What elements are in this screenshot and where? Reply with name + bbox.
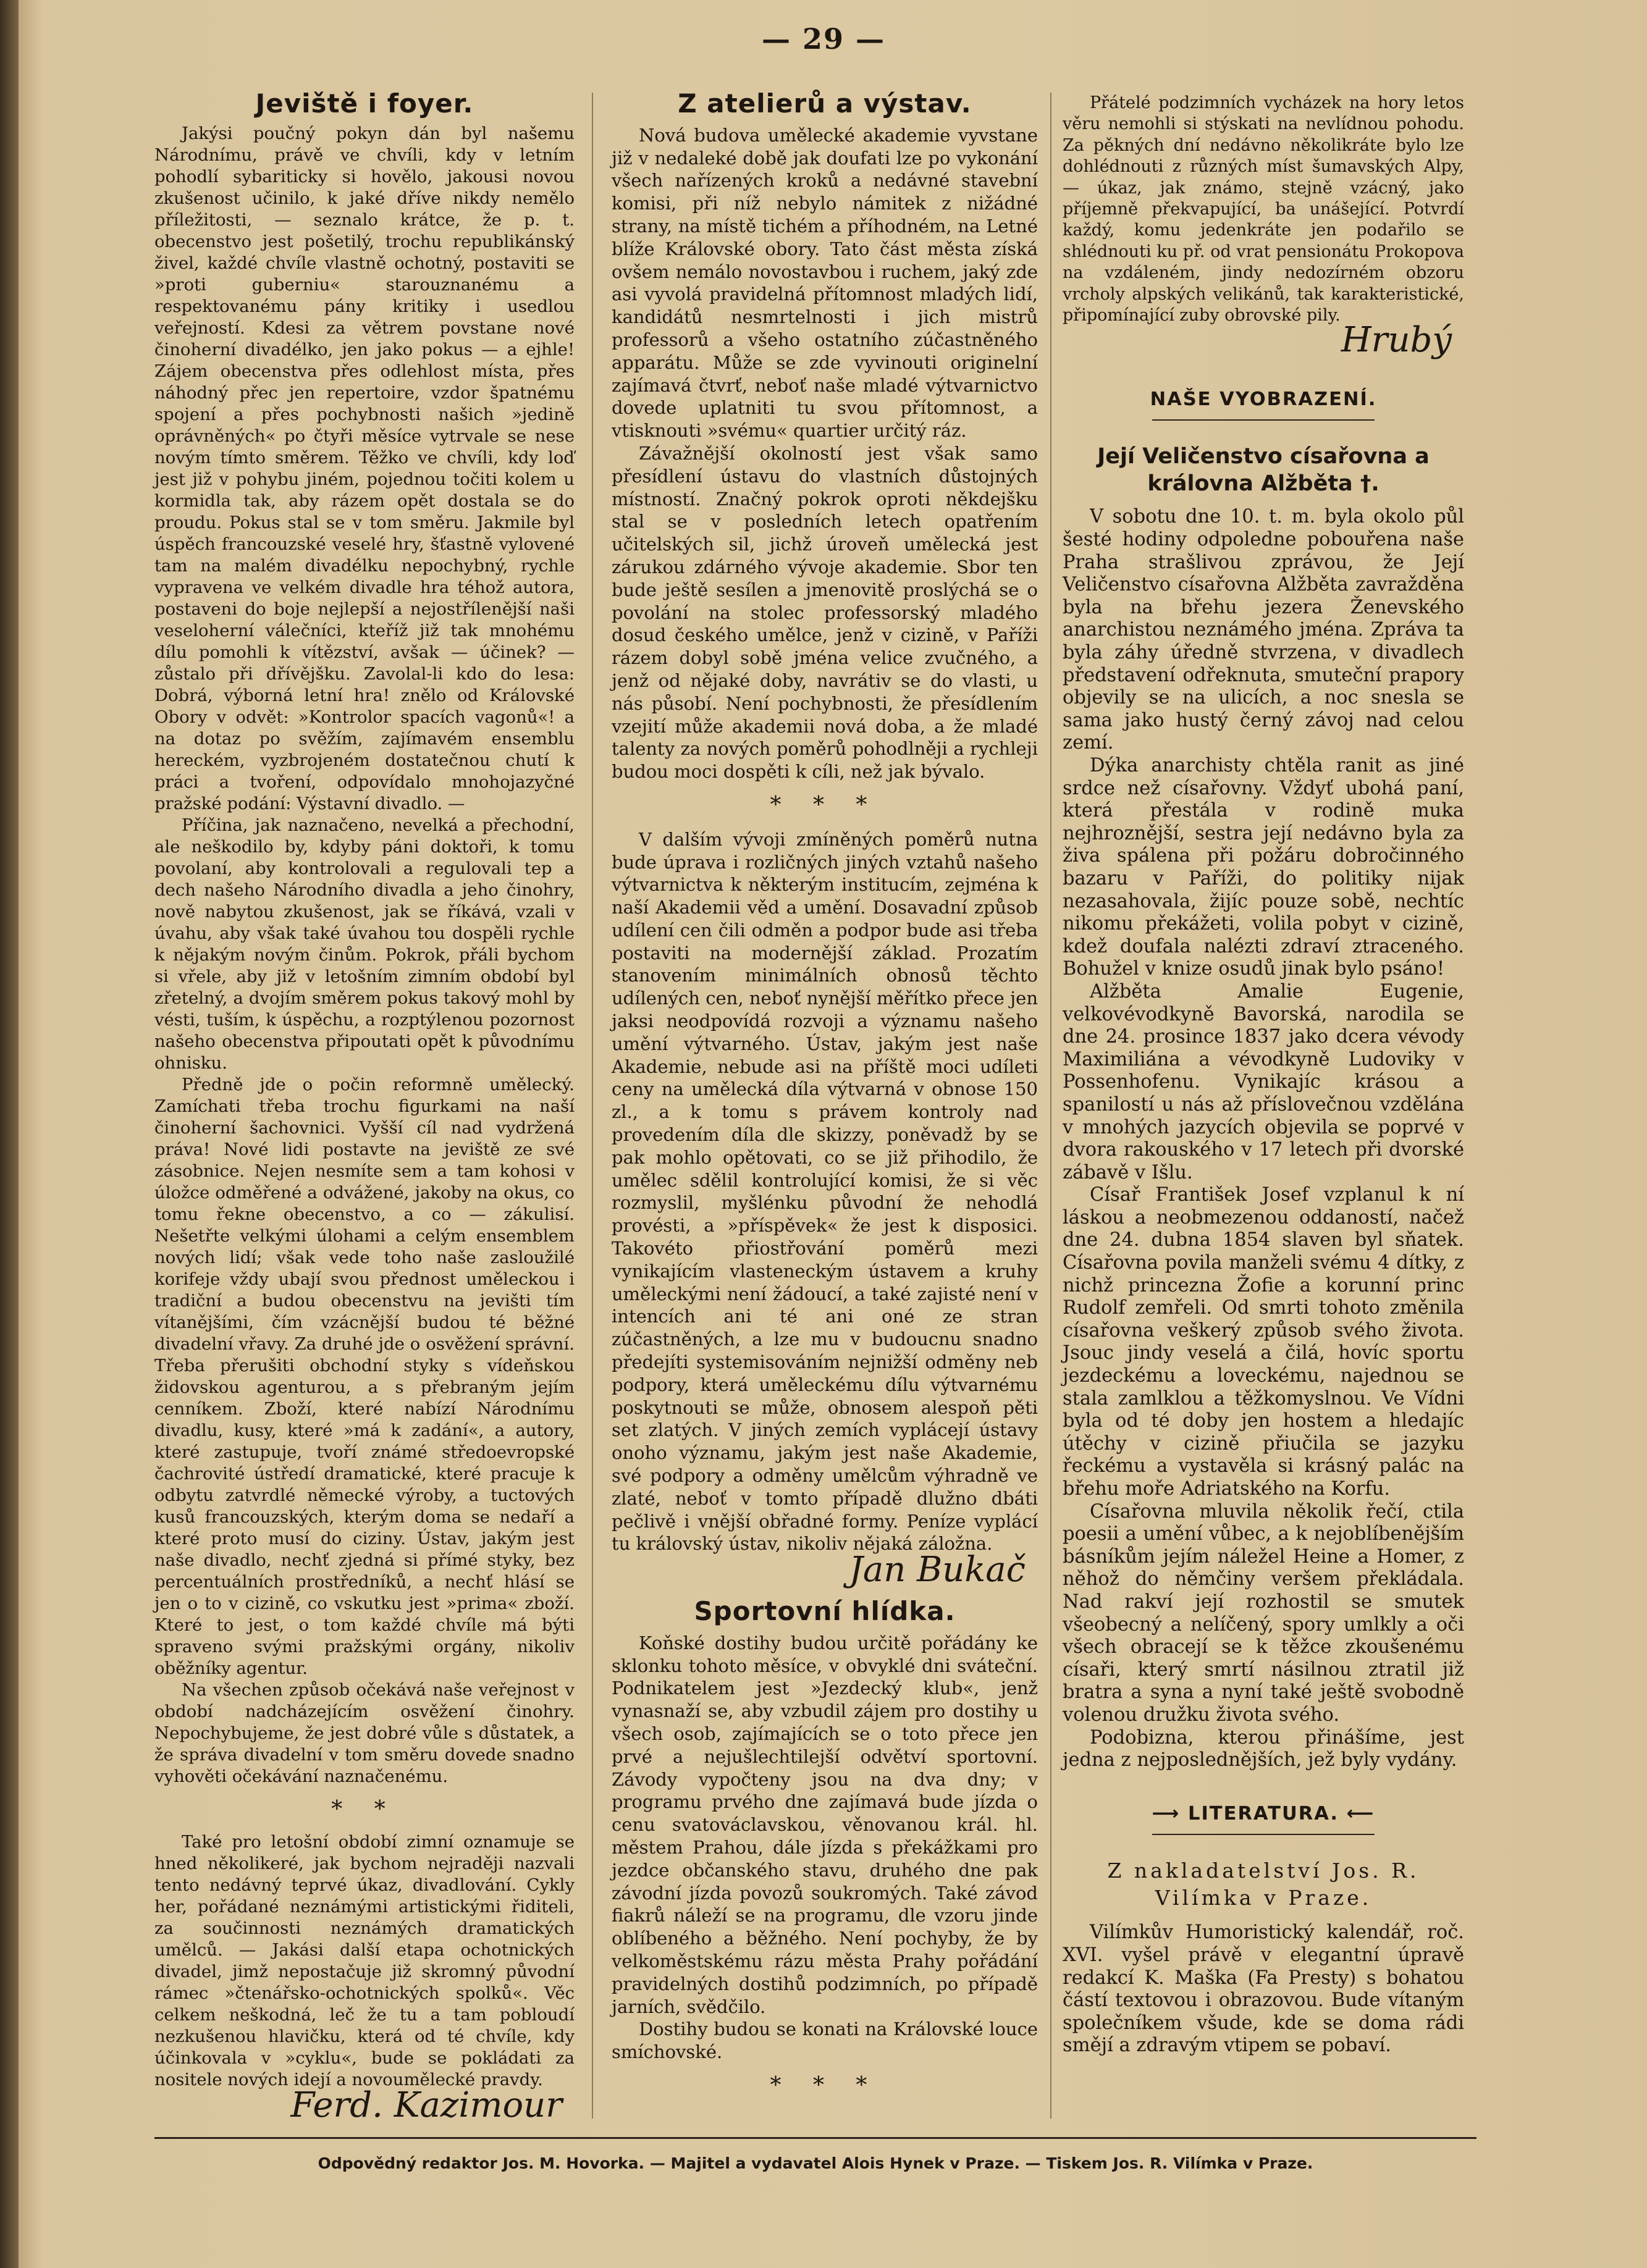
footer-rule bbox=[154, 2137, 1476, 2139]
paragraph: Předně jde o počin reformně umělecký. Zamíchati třeba trochu figurkami na naší činoherní šachovnici. Vyšší cíl nad vydržená práva! Nové lidi postavte na jeviště ze své zásobnice. Nejen nesmíte sem a tam kohosi v úložce odměřené a odvážené, jakoby na okus, co tomu řekne obecenstvo, a co — zákulisí. Nešetřte velkými úlohami a celým ensemblem nových lidí; však vede toho naše zasloužilé korifeje vždy ubají svou přednost uměleckou i tradiční a budou obecenstvu na jevišti tím vítanějšími, čím vzácnější budou té běžné divadelní vřavy. Za druhé jde o osvěžení správní. Třeba přerušiti obchodní styky s vídeňskou židovskou agenturou, a s přebraným jejím cenníkem. Zboží, které nabízí Národnímu divadlu, kusy, které »má k zadání«, a autory, které zastupuje, tvoří známé středoevropské čachrovité ústředí dramatické, které pracuje k odbytu zatvrdlé německé výroby, a tuctových kusů francouzských, kterým doma se nedaří a které proto musí do ciziny. Ústav, jakým jest naše divadlo, nechť zjedná si přímé styky, bez percentuálních prostředníků, a nechť hlásí se jen o to v cizině, co vskutku jest »prima« zboží. Které to jest, o tom každé chvíle má býti spraveno svými pražskými orgány, nikoliv oběžníky agentur. bbox=[154, 1075, 575, 1678]
separator-stars: * * bbox=[331, 1797, 398, 1822]
decorative-arrow-icon: ⟶ bbox=[1152, 1802, 1189, 1825]
paragraph: Jakýsi poučný pokyn dán byl našemu Národnímu, právě ve chvíli, kdy v letním pohodlí sybariticky si hovělo, jakousi novou zkušenost učinilo, k jaké dříve nikdy nemělo příležitosti, — seznalo krátce, že p. t. obecenstvo jest pošetilý, trochu republikánský živel, každé chvíle vlastně ochotný, postaviti se »proti guberniu« starouznanému a respektovanému pány kritiky i usedlou veřejností. Kdesi za větrem povstane nové činoherní divadélko, jen jako pokus — a ejhle! Zájem obecenstva přes odlehlost místa, přes náhodný přec jen repertoire, vzdor špatnému spojení a přes pochybnosti našich »jedině oprávněných« po čtyři měsíce vytrvale se nese novým tímto směrem. Těžko ve chvíli, kdy loď jest již v pohybu jiném, pojednou točiti kolem u kormidla tak, aby rázem opět dostala se do proudu. Pokus stal se v tom směru. Jakmile byl úspěch francouzské veselé hry, šťastně vylovené tam na malém divadélku nepochybný, rychle vypravena ve velkém divadle hra téhož autora, postaveni do boje nejlepší a nejostřílenější naši veseloherní válečníci, kteříž již tak mnohému dílu pomohli k vítězství, avšak — účinek? — zůstalo při dřívějšku. Zavolal-li kdo do lesa: Dobrá, výborná letní hra! znělo od Královské Obory v odvět: »Kontrolor spacích vagonů«! a na dotaz po svěžím, zajímavém ensemblu hereckém, vyzbrojeném dostatečnou chutí k práci a tvoření, odpovídalo mnohojazyčné pražské podání: Výstavní divadlo. — bbox=[154, 124, 575, 813]
imprint-footer: Odpovědný redaktor Jos. M. Hovorka. — Majitel a vydavatel Alois Hynek v Praze. — Tiskem Jos. R. Vilímka v Praze. bbox=[318, 2154, 1313, 2172]
signature: Ferd. Kazimour bbox=[290, 2085, 562, 2125]
paragraph: Vilímkův Humoristický kalendář, roč. XVI. vyšel právě v elegantní úpravě redakcí K. Maška (Fa Presty) s bohatou částí textovou i obrazovou. Bude vítaným společníkem všude, kde se doma rádi smějí a zdravým vtipem se pobaví. bbox=[1063, 1922, 1464, 2057]
column-illustrations bbox=[1063, 93, 1464, 2057]
paragraph: Přátelé podzimních vycházek na hory letos věru nemohli si stýskati na nevlídnou pohodu. Za pěkných dní nedávno několikráte bylo lze dohlédnouti z různých míst šumavských Alpy, — úkaz, jak známo, stejně vzácný, jako příjemně překvapující, ba unášející. Potvrdí každý, komu jedenkráte jen podařilo se shlédnouti ku př. od vrat pensionátu Prokopova na vzdáleném, jindy nedozírném obzoru vrcholy alpských velikánů, tak karakteristické, připomínající zuby obrovské pily. bbox=[1063, 93, 1464, 326]
paragraph: Dostihy budou se konati na Královské louce smíchovské. bbox=[612, 2018, 1038, 2063]
paragraph: Také pro letošní období zimní oznamuje se hned několikeré, jak bychom nejraději nazvali tento nedávný teprvé úkaz, divadlování. Cykly her, pořádané neznámými artistickými řiditeli, za součinnosti neznámých dramatických umělců. — Jakási další etapa ochotnických divadel, jimž nepostačuje již skromný původní rámec »čtenářsko-ochotnických spolků«. Věc celkem neškodná, leč že tu a tam pobloudí nezkušenou hlavičku, která od té chvíle, kdy účinkovala v »cyklu«, bude se pokládati za nositele nových idejí a novoumělecké pravdy. bbox=[154, 1832, 575, 2090]
publisher-line: Z nakladatelství Jos. R. Vilímka v Praze. bbox=[1107, 1858, 1420, 1910]
paragraph: Závažnější okolností jest však samo přesídlení ústavu do vlastních důstojných místností. Značný pokrok oproti někdejšku stal se v posledních letech opatřením učitelských sil, jichž úroveň umělecká jest zárukou zdárného vývoje akademie. Sbor ten bude ještě sesílen a jmenovitě proslýchá se o povolání na stolec professorský mladého dosud českého umělce, jenž v cizině, v Paříži rázem dobyl sobě jména velice zvučného, a jenž od nějaké doby, navrátiv se do vlasti, u nás působí. Není pochybnosti, že přesídlením vzejití může akademii nová doba, a že mladé talenty za nových poměrů pohodlněji a rychleji budou moci dospěti k cíli, než jak bývalo. bbox=[612, 442, 1038, 783]
divider bbox=[1152, 1834, 1375, 1835]
column-divider bbox=[592, 93, 593, 2119]
paragraph: Císařovna mluvila několik řečí, ctila poesii a umění vůbec, a k nejoblíbenějším básníkům jejím náležel Heine a Homer, z něhož do němčiny veršem překládala. Nad rakví její rozhostil se smutek všeobecný a nelíčený, spory umlkly a oči všech obracejí se k těžce zkoušenému císaři, který smrtí násilnou ztratil již bratra a syna a nyní také ještě svobodně volenou družku života svého. bbox=[1063, 1500, 1464, 1726]
paragraph: Císař František Josef vzplanul k ní láskou a neobmezenou oddaností, načež dne 24. dubna 1854 slaven byl sňatek. Císařovna povila manželi svému 4 dítky, z nichž princezna Žofie a korunní princ Rudolf zemřeli. Od smrti tohoto změnila císařovna veškerý způsob svého života. Jsouc jindy veselá a čilá, hovíc sportu jezdeckému a loveckému, najednou se stala zamlklou a těžkomyslnou. Ve Vídni byla od té doby jen hostem a hledajíc útěchy v cizině přiučila se jazyku řeckému a vystavěla si krásný palác na břehu moře Adriatského na Korfu. bbox=[1063, 1184, 1464, 1500]
paragraph: Na všechen způsob očekává naše veřejnost v období nadcházejícím osvěžení činohry. Nepochybujeme, že jest dobré vůle s důstatek, a že správa divadelní v tom směru dovede snadno vyhověti očekávání naznačenému. bbox=[154, 1680, 575, 1786]
signature: Jan Bukač bbox=[849, 1550, 1026, 1590]
separator-stars: * * * bbox=[770, 2072, 880, 2098]
paragraph: Koňské dostihy budou určitě pořádány ke sklonku tohoto měsíce, v obvyklé dni sváteční. Podnikatelem jest »Jezdecký klub«, jenž vynasnaží se, aby vzbudil zájem pro dostihy u všech osob, zajímajících se o toto přece jen prvé a nejušlechtilejší odvětví sportovní. Závody vypočteny jsou na dva dny; v programu prvého dne zajímavá bude jízda o cenu svatováclavskou, věnovanou král. hl. městem Prahou, dále jízda s překážkami pro jezdce občanského stavu, druhého dne pak závodní jízda povozů soukromých. Také závod fiakrů náleží se na programu, dle vzoru jinde oblíbeného a běžného. Není pochyby, že by velkoměstskému rázu města Prahy pořádání pravidelných dostihů podzimních, po případě jarních, svědčilo. bbox=[612, 1632, 1038, 2017]
paragraph: Podobizna, kterou přinášíme, jest jedna z nejposlednějších, jež byly vydány. bbox=[1063, 1726, 1464, 1771]
paragraph: Alžběta Amalie Eugenie, velkovévodkyně Bavorská, narodila se dne 24. prosince 1837 jako dcera vévody Maximiliána a vévodkyně Ludoviky v Possenhofenu. Vynikajíc krásou a spanilostí u nás až příslovečnou vzdělána v mnohých jazycích objevila se poprvé v dvora rakouského v 17 letech při dvorské zábavě v Išlu. bbox=[1063, 980, 1464, 1183]
divider bbox=[1152, 419, 1375, 421]
separator-stars: * * * bbox=[770, 792, 880, 818]
paragraph: Dýka anarchisty chtěla ranit as jiné srdce než císařovny. Vždyť ubohá paní, která přestála v rodině muka nejhroznější, sestra její nedávno byla za živa spálena při požáru dobročinného bazaru v Paříži, do politiky nijak nezasahovala, žijíc pouze sobě, nechtíc nikomu překážeti, volila pobyt v cizině, kdež doufala nalézti zdraví ztraceného. Bohužel v knize osudů jinak bylo psáno! bbox=[1063, 755, 1464, 980]
section-title: Jeviště i foyer. bbox=[255, 88, 474, 119]
literature-title: ⟶ LITERATURA. ⟵ bbox=[1152, 1802, 1375, 1825]
section-title: NAŠE VYOBRAZENÍ. bbox=[1150, 388, 1377, 410]
column-theatre bbox=[154, 88, 575, 2125]
column-divider bbox=[1050, 93, 1051, 2119]
subtitle: Její Veličenstvo císařovna a královna Alžběta †. bbox=[1097, 444, 1430, 497]
paragraph: V dalším vývoji zmíněných poměrů nutna bude úprava i rozličných jiných vztahů našeho výtvarnictva k některým institucím, zejména k naší Akademii věd a umění. Dosavadní způsob udílení cen čili odměn a podpor bude asi třeba postaviti na modernější základ. Prozatím stanovením minimálních obnosů těchto udílených cen, neboť nynější měřítko přece jen jaksi neodpovídá rozvoji a významu našeho umění výtvarného. Ústav, jakým jest naše Akademie, nebude asi na příště moci udíleti ceny na umělecká díla výtvarná v obnose 150 zl., a k tomu s právem kontroly nad provedením díla dle skizzy, poněvadž by se pak mohlo opětovati, co se již přihodilo, že umělec sdělil kontrolující komisi, že si věc rozmyslil, myšlénku původní že nehodlá provésti, a »příspěvek« že jest k disposici. Takovéto přiostřování poměrů mezi vynikajícím vlasteneckým ústavem a kruhy uměleckými není žádoucí, a také zajisté není v intencích ani té ani oné ze stran zúčastněných, a lze mu v budoucnu snadno předejíti systemisováním nejnižší odměny neb podpory, která uměleckému dílu výtvarnému poskytnouti se může, obnosem alespoň pěti set zlatých. V jiných zemích vyplácejí ústavy onoho významu, jakým jest naše Akademie, své podpory a odměny umělcům výhradně ve zlaté, neboť v tomto případě dlužno dbáti pečlivě i vnější obřadné formy. Peníze vyplácí tu královský ústav, nikoliv nějaká záložna. bbox=[612, 828, 1038, 1555]
section-title: Z atelierů a výstav. bbox=[678, 88, 972, 119]
sport-title: Sportovní hlídka. bbox=[694, 1596, 956, 1626]
page-number: — 29 — bbox=[761, 22, 886, 56]
signature: Hrubý bbox=[1341, 320, 1452, 361]
decorative-arrow-icon: ⟵ bbox=[1338, 1802, 1375, 1825]
paragraph: V sobotu dne 10. t. m. byla okolo půl šesté hodiny odpoledne pobouřena naše Praha strašlivou zprávou, že Její Veličenstvo císařovna Alžběta zavražděna byla na břehu jezera Ženevského anarchistou neznámého jména. Zpráva ta byla záhy úředně stvrzena, v divadlech představení odřeknuta, smuteční prapory objevily se na ulicích, a noc snesla se sama jako hustý černý závoj nad celou zemí. bbox=[1063, 506, 1464, 754]
paragraph: Příčina, jak naznačeno, nevelká a přechodní, ale neškodilo by, kdyby páni doktoři, k tomu povolaní, aby kontrolovali a regulovali tep a dech našeho Národního divadla a jeho činohry, nově nabytou zkušenost, jak se říkává, vzali v úvahu, aby však také úvahou tou dospěli rychle k nějakým novým činům. Pokrok, přáli bychom si vřele, aby již v letošním zimním období byl zřetelný, a dvojím směrem pokus takový mohl by vésti, tuším, k úspěchu, a rozptýlenou pozornost našeho obecenstva připoutati opět k původnímu ohnisku. bbox=[154, 815, 575, 1073]
paragraph: Nová budova umělecké akademie vyvstane již v nedaleké době jak doufati lze po vykonání všech nařízených kroků a nedávné stavební komisi, při níž nebylo námitek z nižádné strany, na místě tichém a příhodném, na Letné blíže Královské obory. Tato část města získá ovšem nemálo novostavbou i ruchem, jaký zde asi vyvolá pravidelná přítomnost mladých lidí, kandidátů nesmrtelnosti i jich mistrů professorů a všeho ostatního zúčastněného apparátu. Může se zde vyvinouti originelní zajímavá čtvrť, neboť naše mladé výtvarnictvo dovede uplatniti tu svou přítomnost, a vtisknouti »svému« quartier určitý ráz. bbox=[612, 124, 1038, 442]
binding-gutter bbox=[0, 0, 19, 2268]
column-ateliers bbox=[612, 88, 1038, 2109]
